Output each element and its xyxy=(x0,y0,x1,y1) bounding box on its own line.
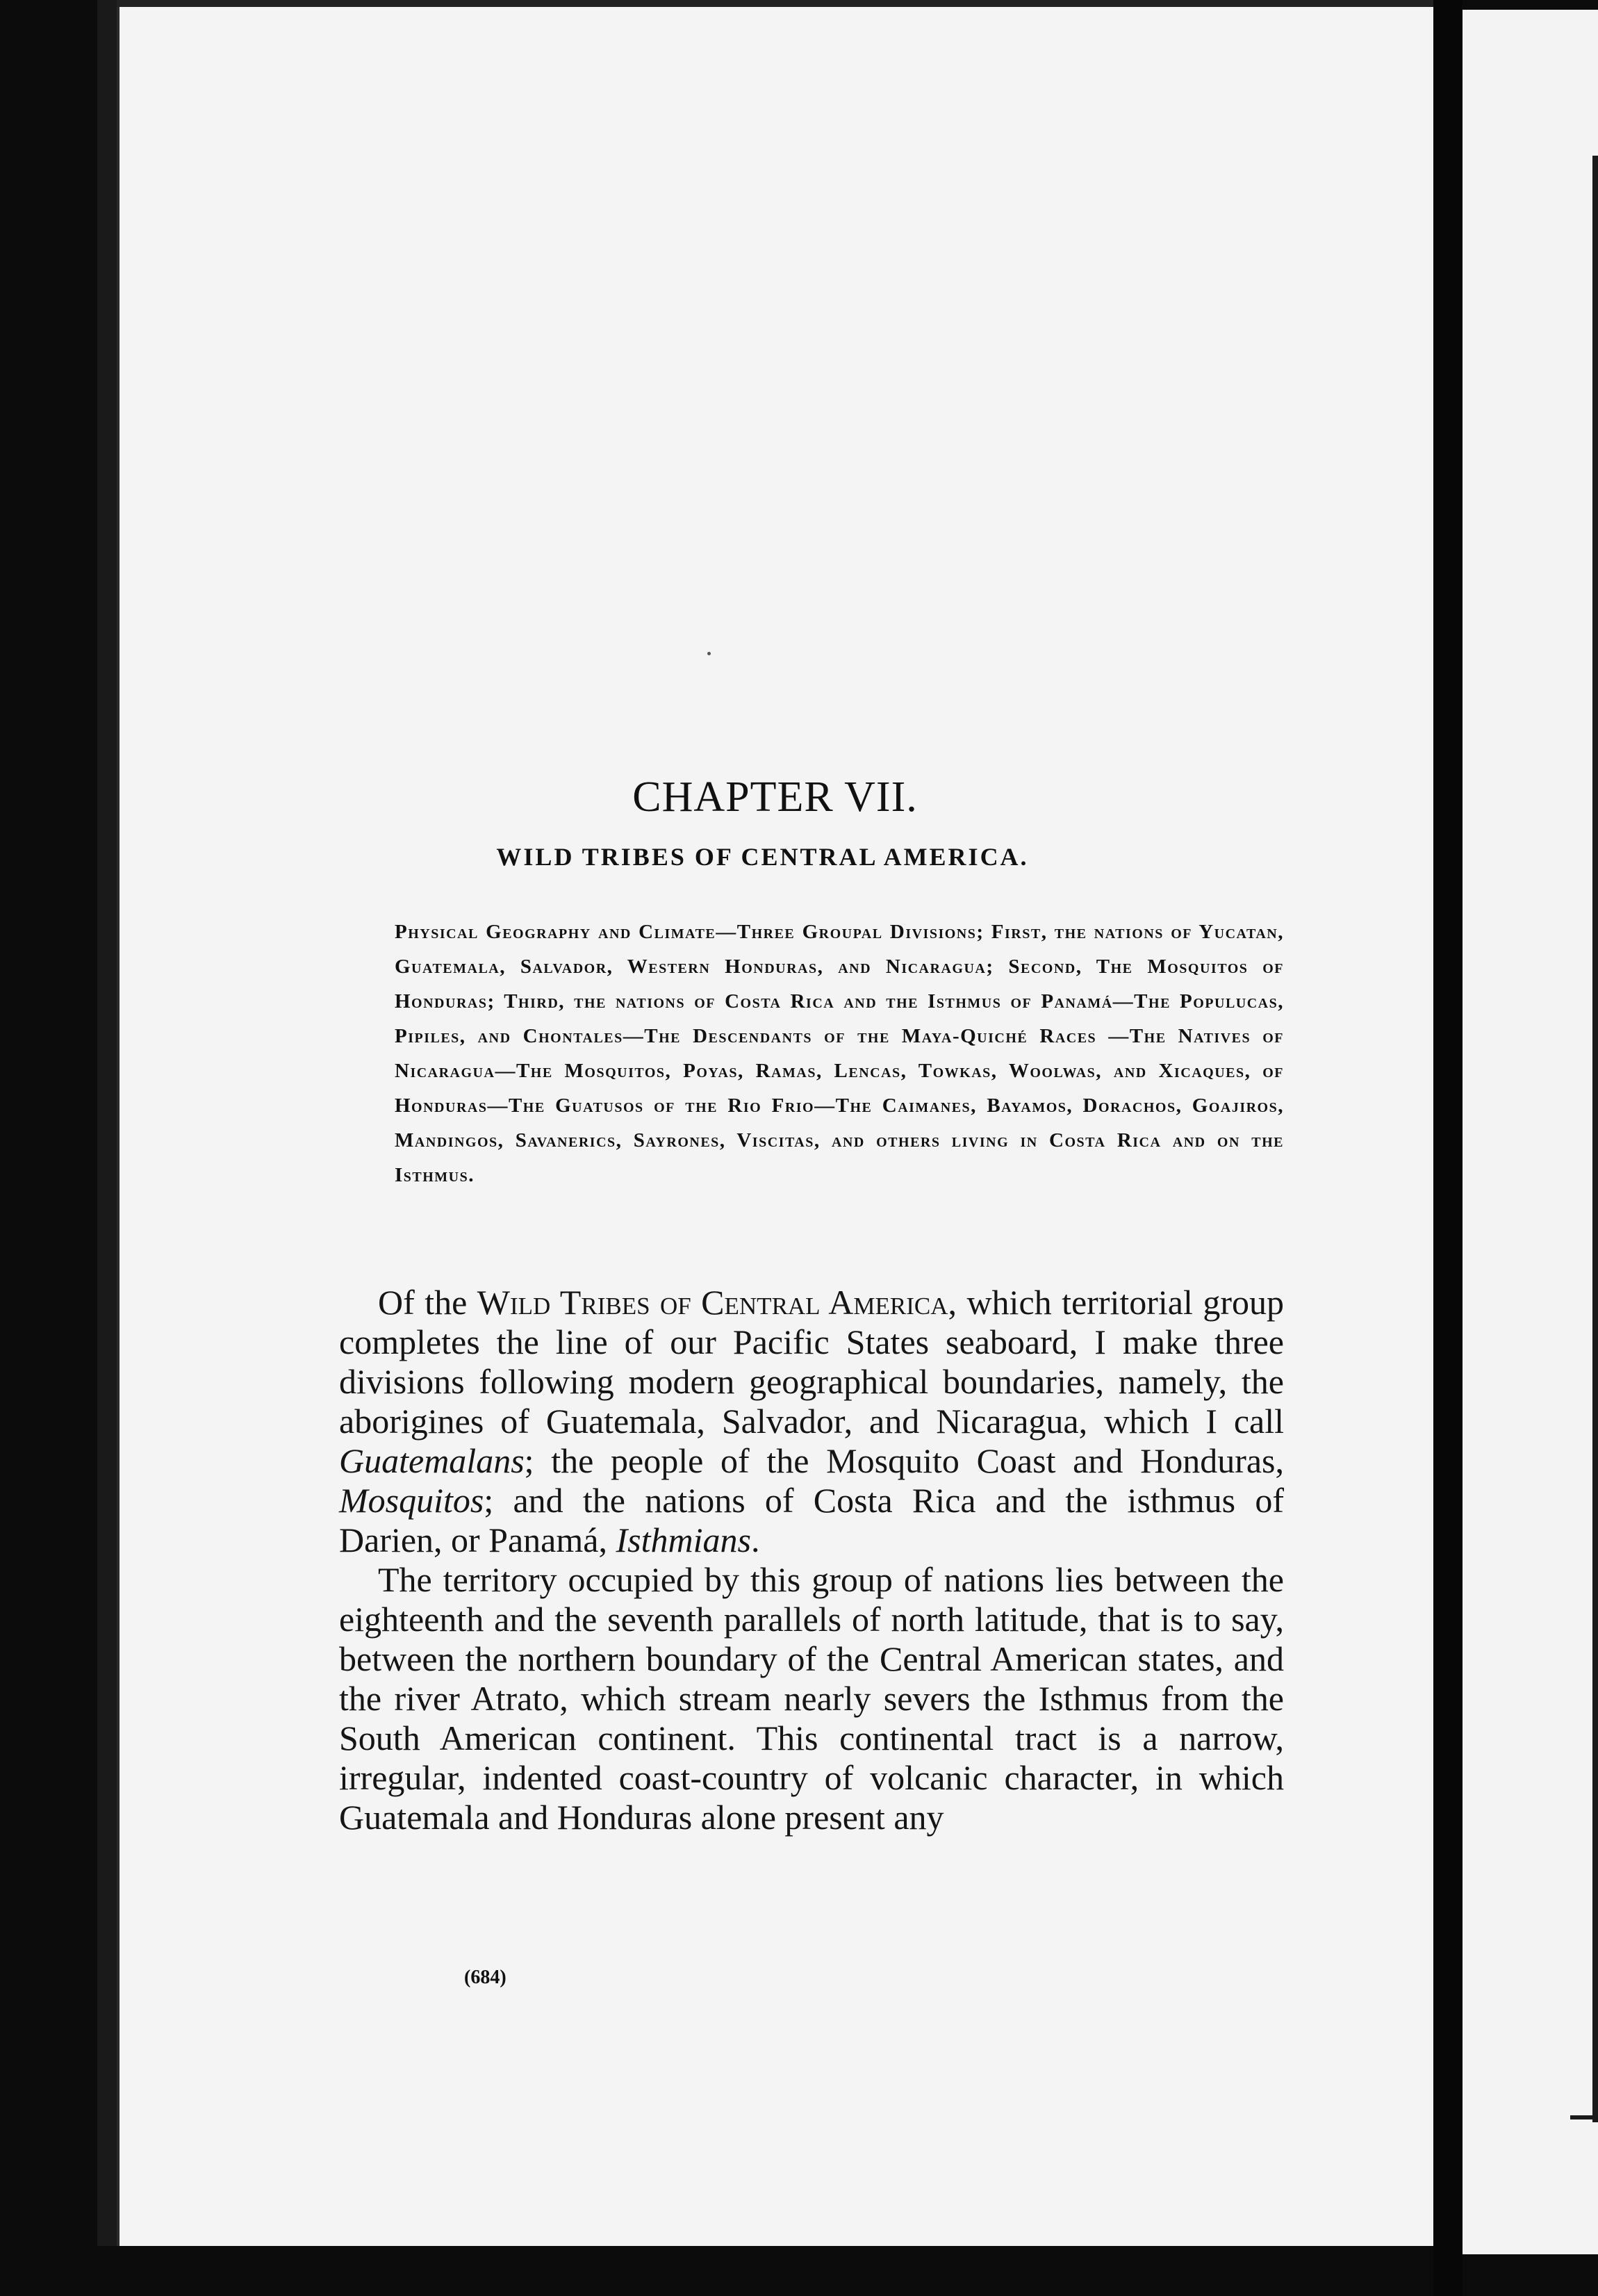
chapter-synopsis: Physical Geography and Climate—Three Groupal Divisions; First, the nations of Yucatan, Guatemala, Salvador, Western Honduras, and Nicaragua; Second, The Mosquitos of Honduras; Third, the nations of Costa Rica and the Isthmus of Panamá—The Populucas, Pipiles, and Chontales—The Descendants of the Maya-Quiché Races —The Natives of Nicaragua—The Mosquitos, Poyas, Ramas, Lencas, Towkas, Woolwas, and Xicaques, of Honduras—The Guatusos of the Rio Frio—The Caimanes, Bayamos, Dorachos, Goajiros, Mandingos, Savanerics, Sayrones, Viscitas, and others living in Costa Rica and on the Isthmus. xyxy=(395,921,1284,1186)
paragraph-1: Of the Wild Tribes of Central America, which territorial group completes the line of our Pacific States seaboard, I make three divisions following modern geographical boundaries, namely, the aborigines of Guatemala, Salvador, and Nicaragua, which I call Guatemalans; the people of the Mosquito Coast and Honduras, Mosquitos; and the nations of Costa Rica and the isthmus of Darien, or Panamá, Isthmians. xyxy=(339,1283,1284,1559)
scan-frame-left xyxy=(97,0,118,2246)
adjacent-page-rule xyxy=(1592,156,1598,2122)
adjacent-page-rule-foot xyxy=(1570,2115,1598,2119)
wild-tribes-phrase: Wild Tribes of Central America xyxy=(477,1283,948,1322)
paragraph-2: The territory occupied by this group of nations lies between the eighteenth and the seventh parallels of north latitude, that is to say, between the northern boundary of the Central American states, and the river Atrato, which stream nearly severs the Isthmus from the South American continent. This continental tract is a narrow, irregular, indented coast-country of volcanic character, in which Guatemala and Honduras alone present any xyxy=(339,1560,1284,1837)
term-guatemalans: Guatemalans xyxy=(339,1441,525,1480)
term-isthmians: Isthmians xyxy=(616,1520,751,1559)
chapter-subtitle: WILD TRIBES OF CENTRAL AMERICA. xyxy=(496,843,1029,871)
chapter-title: CHAPTER VII. xyxy=(632,773,918,821)
adjacent-page-edge xyxy=(1463,10,1598,2254)
body-text xyxy=(339,1283,1284,1837)
term-mosquitos: Mosquitos xyxy=(339,1481,484,1520)
page-number: (684) xyxy=(464,1967,506,1988)
scan-speck xyxy=(707,652,711,655)
book-gutter xyxy=(1433,0,1463,2296)
